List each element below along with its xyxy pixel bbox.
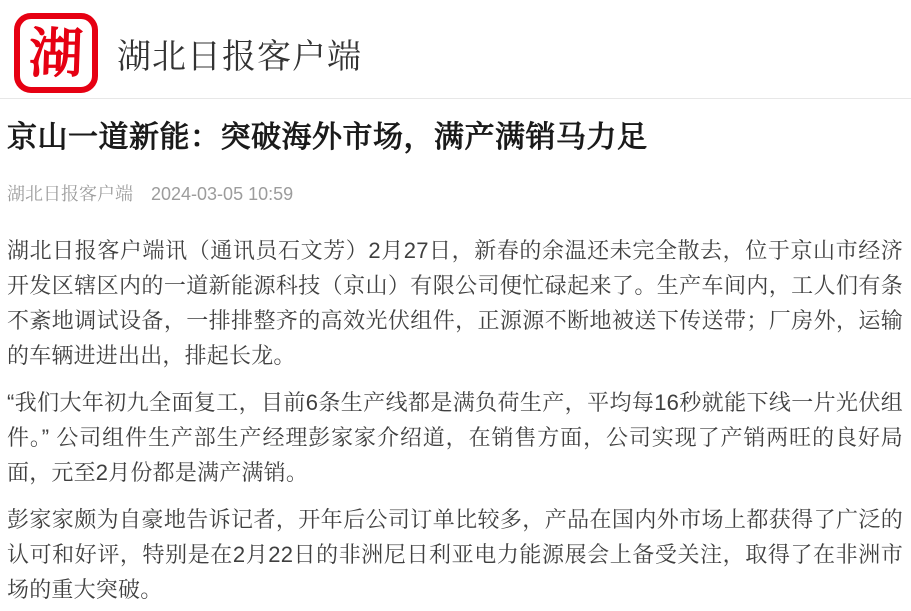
article-paragraph: 湖北日报客户端讯（通讯员石文芳）2月27日，新春的余温还未完全散去，位于京山市经济开发区辖区内的一道新能源科技（京山）有限公司便忙碌起来了。生产车间内，工人们有条不紊地调试设备，一排排整齐的高效光伏组件，正源源不断地被送下传送带；厂房外，运输的车辆进进出出，排起长龙。 <box>7 238 903 368</box>
article-title: 京山一道新能：突破海外市场，满产满销马力足 <box>7 121 648 154</box>
seal-logo-character: 湖 <box>27 21 85 85</box>
byline-date: 2024-03-05 10:59 <box>151 184 294 204</box>
article-paragraph: “我们大年初九全面复工，目前6条生产线都是满负荷生产，平均每16秒就能下线一片光伏组件。” 公司组件生产部生产经理彭家家介绍道，在销售方面，公司实现了产销两旺的良好局面，元至2月份都是满产满销。 <box>7 390 903 485</box>
byline-source: 湖北日报客户端 <box>7 184 133 204</box>
site-name: 湖北日报客户端 <box>117 37 362 76</box>
site-header <box>0 0 911 99</box>
article-paragraph: 彭家家颇为自豪地告诉记者，开年后公司订单比较多，产品在国内外市场上都获得了广泛的认可和好评，特别是在2月22日的非洲尼日利亚电力能源展会上备受关注，取得了在非洲市场的重大突破。 <box>7 507 903 602</box>
article <box>0 119 911 607</box>
hubei-daily-seal-logo-icon[interactable] <box>14 13 98 93</box>
byline <box>7 184 903 204</box>
article-body <box>7 233 903 607</box>
